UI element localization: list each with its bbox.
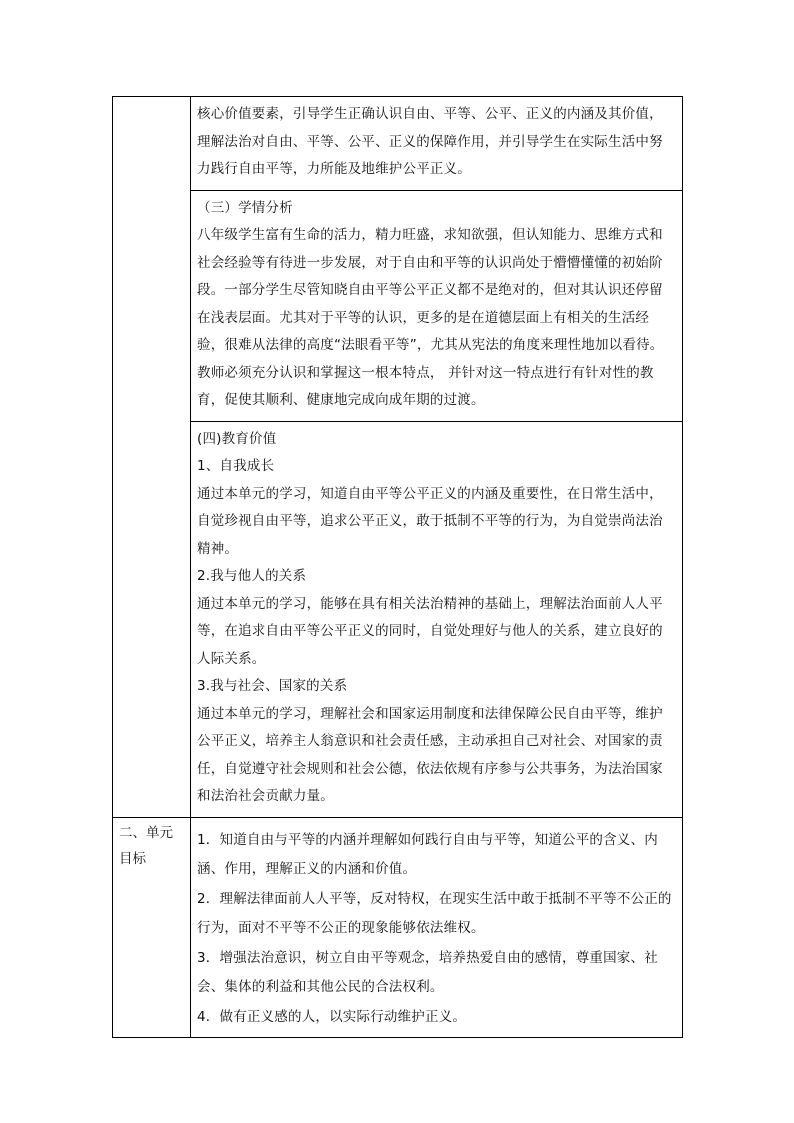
document-table	[112, 96, 682, 1038]
section-label: 二、单元目标	[119, 824, 173, 867]
goal-item: 2．理解法律面前人人平等，反对特权，在现实生活中敢于抵制不平等不公正的行为，面对不平等不公正的现象能够依法维权。	[197, 890, 672, 936]
table-row	[113, 190, 683, 421]
core-values-cell	[191, 97, 683, 191]
goal-item: 3．增强法治意识，树立自由平等观念，培养热爱自由的感情，尊重国家、社会、集体的利益和其他公民的合法权利。	[197, 949, 658, 995]
table-row	[113, 421, 683, 817]
goal-item: 1．知道自由与平等的内涵并理解如何践行自由与平等，知道公平的含义、内涵、作用，理解正义的内涵和价值。	[197, 831, 658, 877]
learner-analysis-cell	[191, 190, 683, 421]
goals-label-cell	[113, 817, 191, 1037]
paragraph: 通过本单元的学习，能够在具有相关法治精神的基础上，理解法治面前人人平等，在追求自由平等公平正义的同时，自觉处理好与他人的关系，建立良好的人际关系。	[197, 595, 663, 667]
subheading: 3.我与社会、国家的关系	[197, 678, 348, 694]
left-empty-cell	[113, 97, 191, 818]
paragraph: 通过本单元的学习，理解社会和国家运用制度和法律保障公民自由平等，维护公平正义，培养主人翁意识和社会责任感，主动承担自己对社会、对国家的责任，自觉遵守社会规则和社会公德，依法依规有序参与公共事务，为法治国家和法治社会贡献力量。	[197, 705, 663, 804]
education-value-cell	[191, 421, 683, 817]
paragraph: 通过本单元的学习，知道自由平等公平正义的内涵及重要性，在日常生活中，自觉珍视自由平等，追求公平正义，敢于抵制不平等的行为，为自觉崇尚法治精神。	[197, 485, 663, 557]
paragraph: 核心价值要素，引导学生正确认识自由、平等、公平、正义的内涵及其价值，理解法治对自由、平等、公平、正义的保障作用，并引导学生在实际生活中努力践行自由平等，力所能及地维护公平正义。	[197, 106, 663, 177]
paragraph: 八年级学生富有生命的活力，精力旺盛，求知欲强，但认知能力、思维方式和社会经验等有待进一步发展，对于自由和平等的认识尚处于懵懵懂懂的初始阶段。一部分学生尽管知晓自由平等公平正义都不是绝对的，但对其认识还停留在浅表层面。尤其对于平等的认识，更多的是在道德层面上有相关的生活经验，很难从法律的高度“法眼看平等”，尤其从宪法的角度来理性地加以看待。教师必须充分认识和掌握这一根本特点， 并针对这一特点进行有针对性的教育，促使其顺利、健康地完成向成年期的过渡。	[197, 227, 664, 408]
section-heading: (四)教育价值	[197, 430, 277, 447]
plan-table	[112, 96, 683, 1038]
goal-item: 4．做有正义感的人，以实际行动维护正义。	[197, 1008, 467, 1025]
subheading: 1、自我成长	[197, 458, 275, 474]
table-row	[113, 97, 683, 191]
subheading: 2.我与他人的关系	[197, 568, 307, 584]
section-heading: （三）学情分析	[197, 199, 293, 216]
table-row	[113, 817, 683, 1037]
goals-content-cell	[191, 817, 683, 1037]
